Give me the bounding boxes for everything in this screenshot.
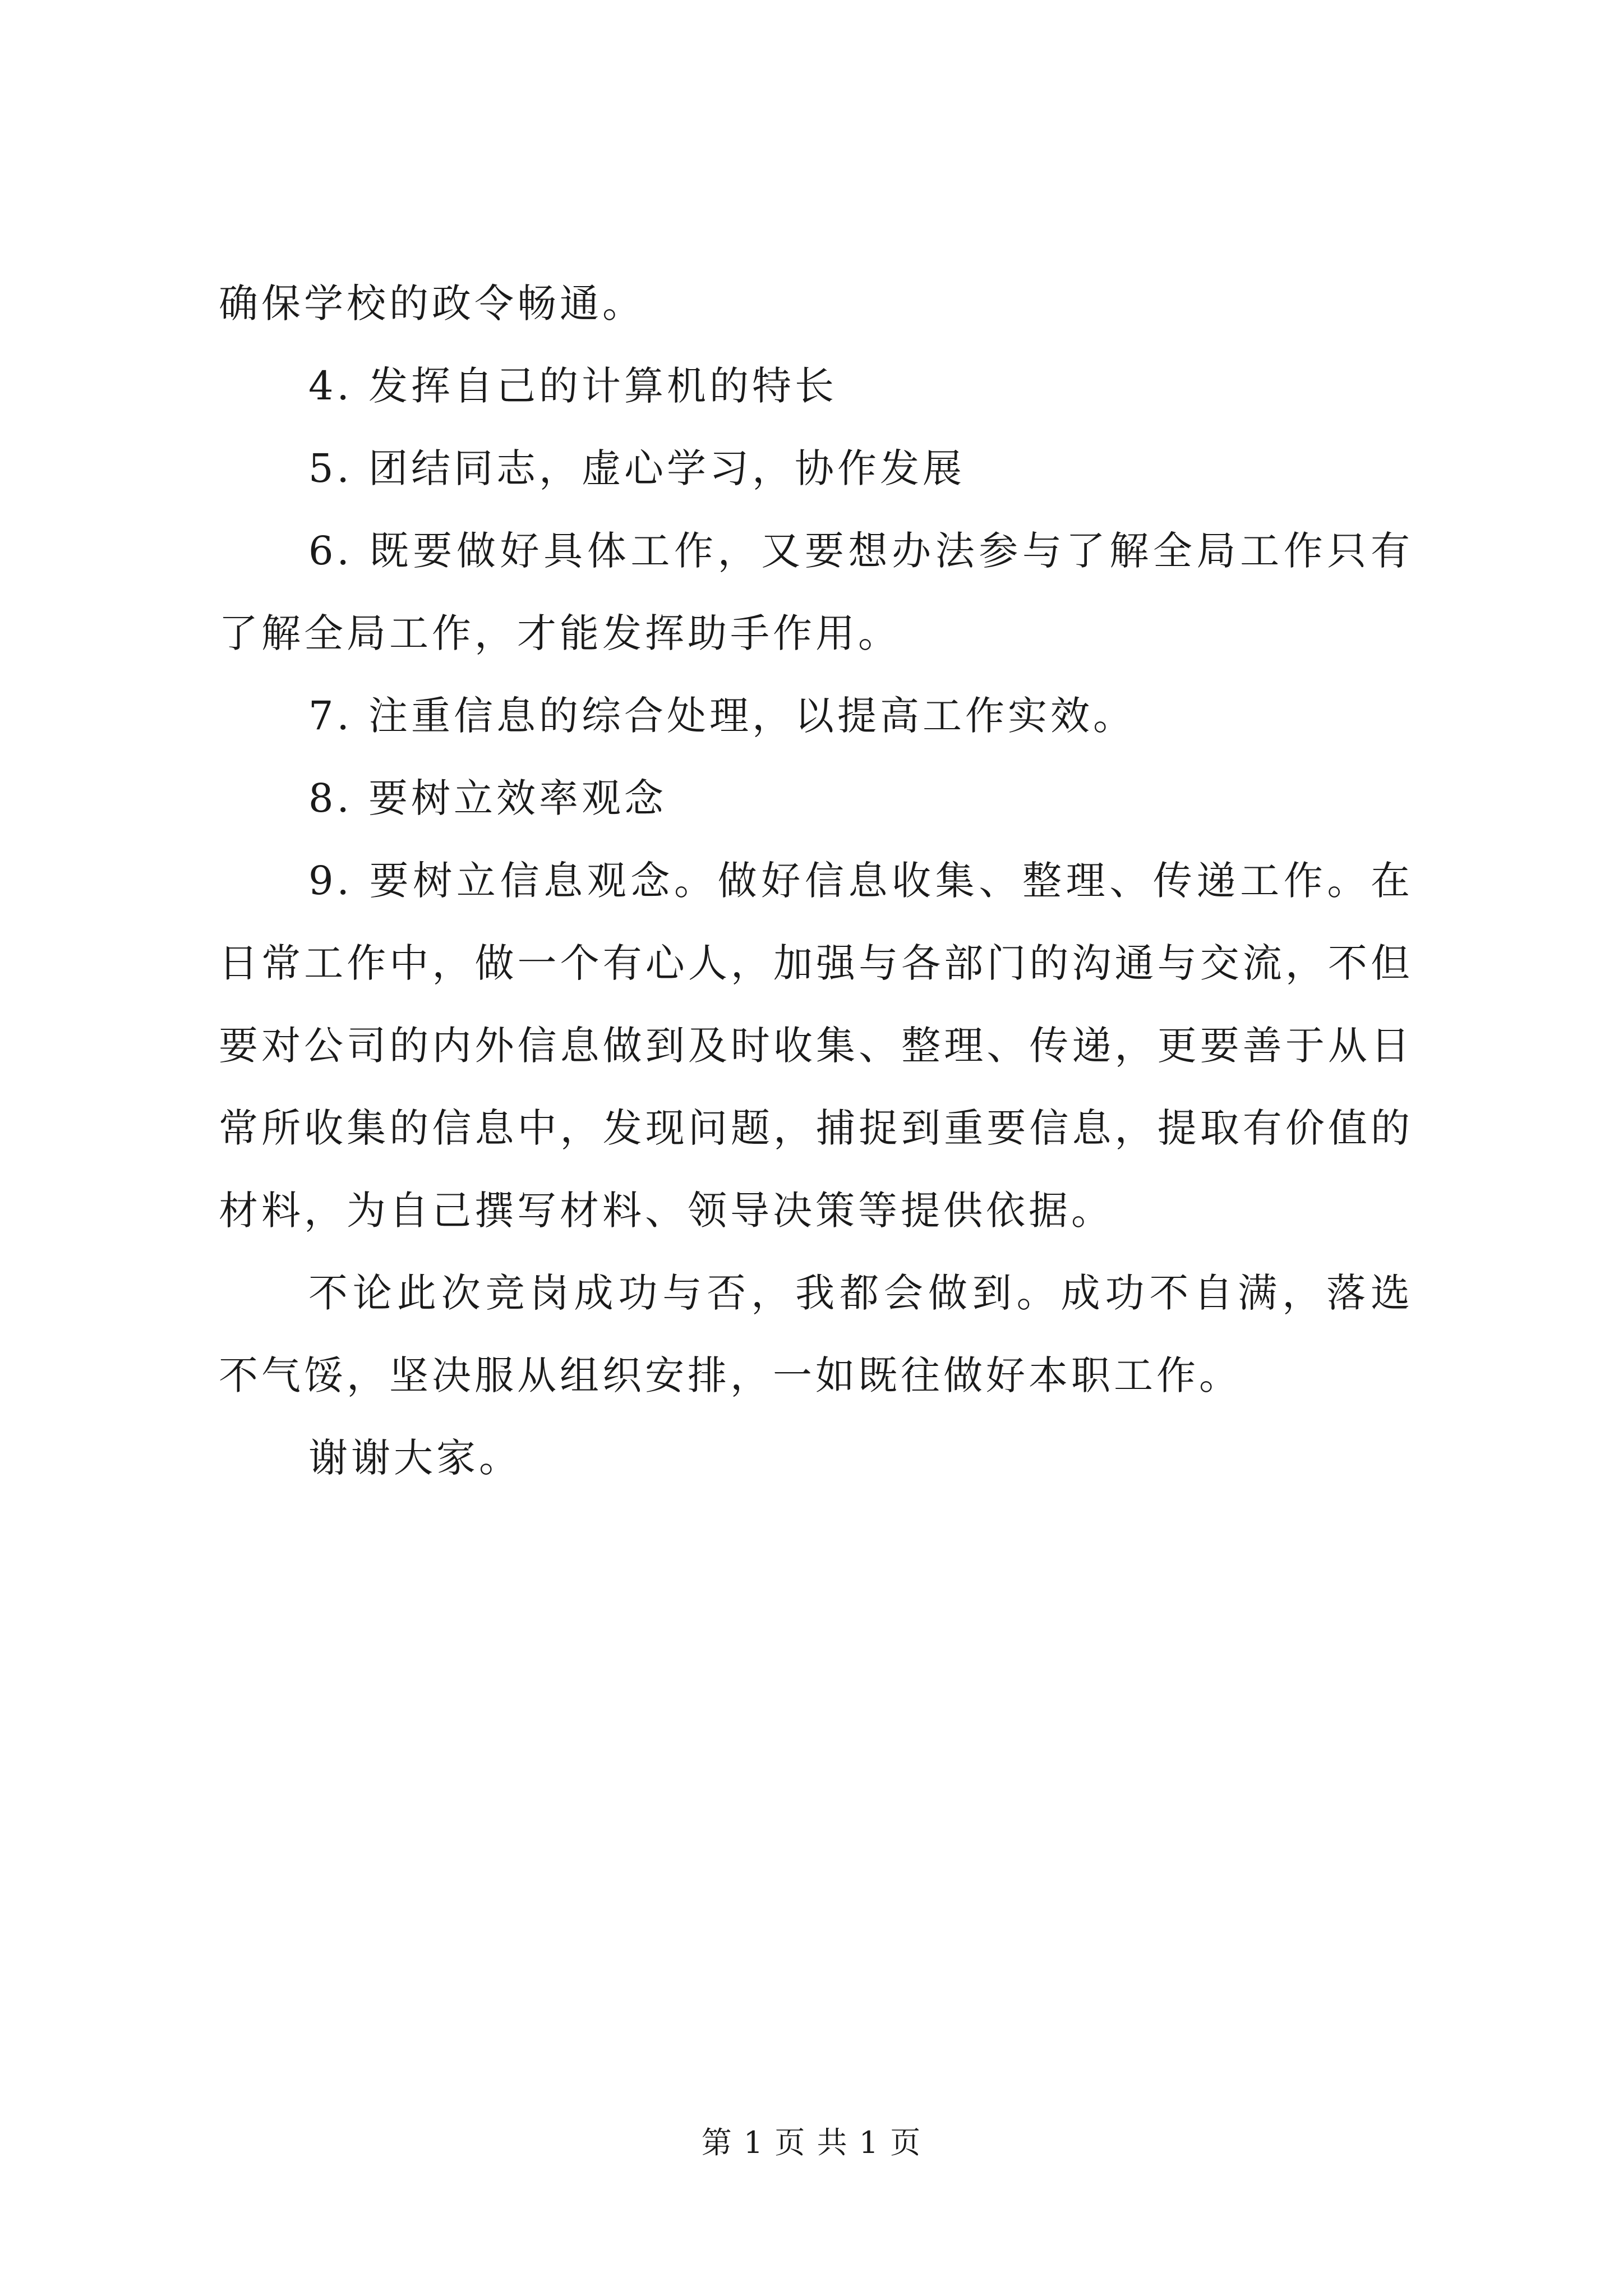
paragraph-item-4: 4. 发挥自己的计算机的特长 [308, 363, 838, 409]
paragraph-item-8: 8. 要树立效率观念 [308, 775, 667, 821]
document-body [219, 263, 1413, 1499]
paragraph-thanks: 谢谢大家。 [308, 1435, 522, 1481]
paragraph-item-6: 6. 既要做好具体工作，又要想办法参与了解全局工作只有了解全局工作，才能发挥助手作用。 [219, 528, 1413, 656]
paragraph-item-7: 7. 注重信息的综合处理，以提高工作实效。 [308, 693, 1136, 739]
paragraph-continuation: 确保学校的政令畅通。 [219, 280, 645, 326]
paragraph-item-9: 9. 要树立信息观念。做好信息收集、整理、传递工作。在日常工作中，做一个有心人，加强与各部门的沟通与交流，不但要对公司的内外信息做到及时收集、整理、传递，更要善于从日常所收集的信息中，发现问题，捕捉到重要信息，提取有价值的材料，为自己撰写材料、领导决策等提供依据。 [219, 858, 1413, 1234]
page-footer: 第 1 页 共 1 页 [701, 2125, 922, 2160]
paragraph-item-5: 5. 团结同志，虚心学习，协作发展 [308, 445, 966, 491]
paragraph-closing: 不论此次竞岗成功与否，我都会做到。成功不自满，落选不气馁，坚决服从组织安排，一如既往做好本职工作。 [219, 1270, 1413, 1398]
